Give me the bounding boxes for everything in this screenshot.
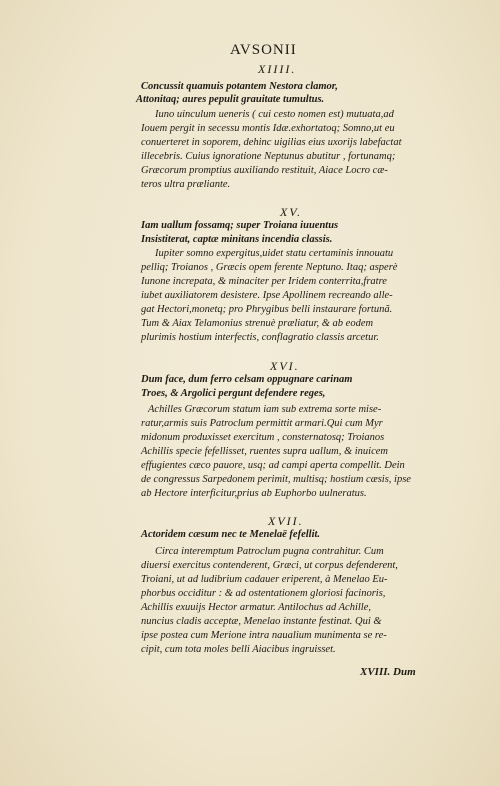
prose-line: conuerteret in soporem, dehinc uigilias eius uxorijs labefactat: [141, 137, 402, 148]
prose-line: ipse postea cum Merione intra naualium munimenta se re-: [141, 630, 387, 641]
prose-line: midonum produxisset exercitum , consternatosq; Troianos: [141, 432, 385, 443]
prose-line: Achillis exuuijs Hector armatur. Antilochus ad Achille,: [141, 602, 372, 613]
prose-line: Circa interemptum Patroclum pugna contrahitur. Cum: [155, 546, 384, 557]
prose-line: Iuno uinculum ueneris ( cui cesto nomen est) mutuata,ad: [155, 109, 394, 120]
prose-line: ab Hectore interficitur,prius ab Euphorbo uulneratus.: [141, 488, 367, 499]
verse-line: Actoridem cæsum nec te Menelaë fefellit.: [141, 529, 321, 540]
prose-line: Achilles Græcorum statum iam sub extrema sorte mise-: [148, 404, 382, 415]
prose-line: Achillis specie fefellisset, ruentes supra uallum, & inuicem: [141, 446, 389, 457]
running-head: AVSONII: [230, 42, 297, 58]
prose-line: gat Hectori,monetq; pro Phrygibus belli instaurare fortunã.: [141, 304, 393, 315]
section-numeral: XVI.: [270, 359, 300, 373]
section-numeral: XIIII.: [258, 62, 297, 76]
prose-line: Græcorum promptius auxiliando restituit, Aiace Locro cæ-: [141, 165, 388, 176]
prose-line: plurimis hostium interfectis, conflagratio classis arcetur.: [141, 332, 379, 343]
prose-line: nuncius cladis acceptæ, Menelao instante festinat. Qui &: [141, 616, 382, 627]
verse-line: Troes, & Argolici pergunt defendere reges,: [141, 388, 326, 399]
prose-line: diuersi exercitus contenderent, Græci, ut corpus defenderent,: [141, 560, 398, 571]
prose-line: de congressus Sarpedonem perimit, multisq; hostium cæsis, ipse: [141, 474, 411, 485]
verse-line: Attonitaq; aures pepulit grauitate tumultus.: [136, 94, 325, 105]
prose-line: Iunone increpata, & minaciter per Iridem conterrita,fratre: [141, 276, 387, 287]
prose-line: Troiani, ut ad ludibrium cadauer eriperent, à Menelao Eu-: [141, 574, 388, 585]
prose-line: teros ultra præliante.: [141, 179, 231, 190]
prose-line: pelliq; Troianos , Græcis opem ferente Neptuno. Itaq; asperè: [141, 262, 398, 273]
prose-line: Tum & Aiax Telamonius strenuè præliatur, & ab eodem: [141, 318, 374, 329]
section-numeral: XV.: [280, 205, 303, 219]
prose-line: iubet auxiliatorem desistere. Ipse Apollinem recreando alle-: [141, 290, 393, 301]
prose-line: cipit, cum tota moles belli Aiacibus ingruisset.: [141, 644, 336, 655]
prose-line: Iupiter somno expergitus,uidet statu certaminis innouatu: [155, 248, 394, 259]
verse-line: Dum face, dum ferro celsam oppugnare carinam: [141, 374, 353, 385]
prose-line: phorbus occiditur : & ad ostentationem gloriosi facinoris,: [141, 588, 386, 599]
prose-line: effugientes cæco pauore, usq; ad campi aperta compellit. Dein: [141, 460, 405, 471]
verse-line: Concussit quamuis potantem Nestora clamor,: [141, 81, 338, 92]
verse-line: Iam uallum fossamq; super Troiana iuuentus: [141, 220, 339, 231]
prose-line: illecebris. Cuius ignoratione Neptunus abutitur , fortunamq;: [141, 151, 396, 162]
catchword: XVIII. Dum: [360, 666, 416, 678]
prose-line: Iouem pergit in secessu montis Idæ.exhortatoq; Somno,ut eu: [141, 123, 395, 134]
verse-line: Insistiterat, captæ minitans incendia classis.: [141, 234, 333, 245]
prose-line: ratur,armis suis Patroclum permittit armari.Qui cum Myr: [141, 418, 383, 429]
section-numeral: XVII.: [268, 514, 304, 528]
